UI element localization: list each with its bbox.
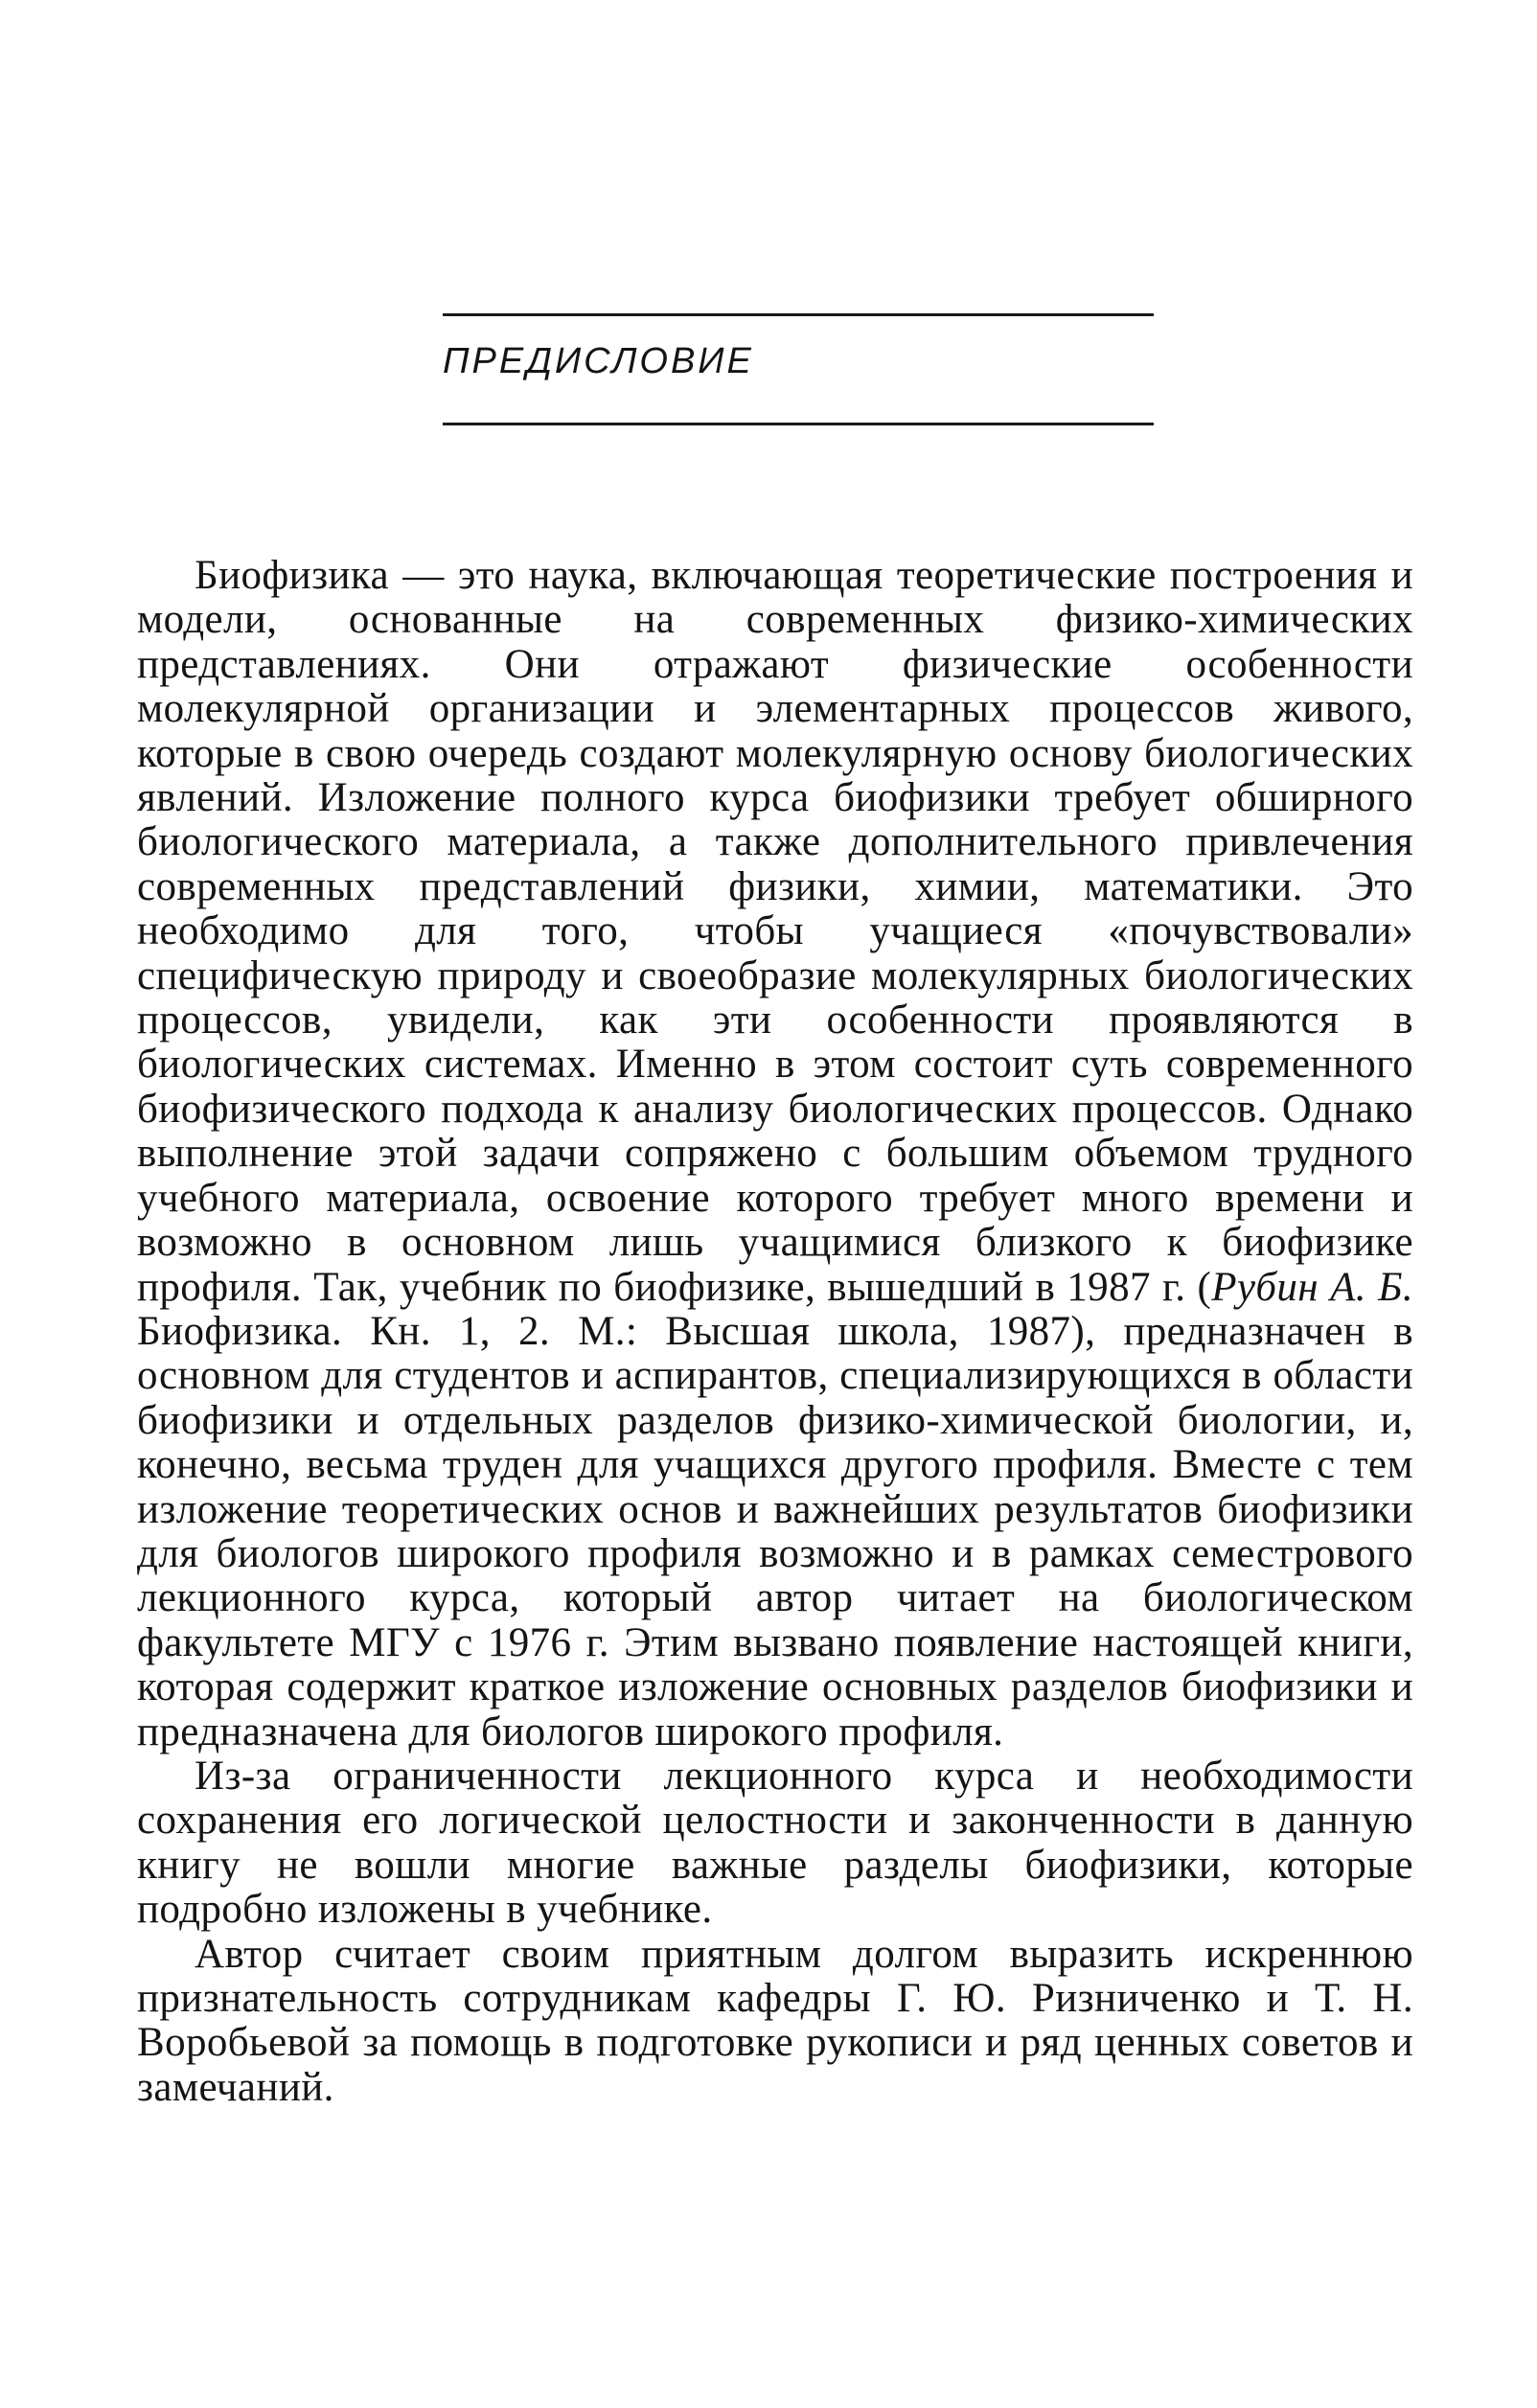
heading-rule-top	[443, 313, 1154, 316]
page-title: ПРЕДИСЛОВИЕ	[443, 341, 754, 381]
paragraph-1	[137, 554, 1413, 1754]
paragraph-1-text-b: Биофизика. Кн. 1, 2. М.: Высшая школа, 1987), предназначен в основном для студентов и аспирантов, специализирующихся в области биофизики и отдельных разделов физико-химической биологии, и, конечно, весьма труден для учащихся другого профиля. Вместе с тем изложение теоретических основ и важнейших результатов биофизики для биологов широкого профиля возможно и в рамках семестрового лекционного курса, который автор читает на биологическом факультете МГУ с 1976 г. Этим вызвано появление настоящей книги, которая содержит краткое изложение основных разделов биофизики и предназначена для биологов широкого профиля.	[137, 1308, 1413, 1754]
paragraph-3: Автор считает своим приятным долгом выразить искреннюю признательность сотрудникам кафедры Г. Ю. Ризниченко и Т. Н. Воробьевой за помощь в подготовке рукописи и ряд ценных советов и замечаний.	[137, 1931, 1413, 2110]
heading-rule-bottom	[443, 423, 1154, 425]
preface-body	[137, 554, 1413, 2110]
citation-author: Рубин А. Б.	[1211, 1264, 1414, 1310]
paragraph-2: Из-за ограниченности лекционного курса и необходимости сохранения его логической целостности и законченности в данную книгу не вошли многие важные разделы биофизики, которые подробно изложены в учебнике.	[137, 1753, 1413, 1933]
paragraph-1-text-a: Биофизика — это наука, включающая теоретические построения и модели, основанные на современных физико-химических представлениях. Они отражают физические особенности молекулярной организации и элементарных процессов живого, которые в свою очередь создают молекулярную основу биологических явлений. Изложение полного курса биофизики требует обширного биологического материала, а также дополнительного привлечения современных представлений физики, химии, математики. Это необходимо для того, чтобы учащиеся «почувствовали» специфическую природу и своеобразие молекулярных биологических процессов, увидели, как эти особенности проявляются в биологических системах. Именно в этом состоит суть современного биофизического подхода к анализу биологических процессов. Однако выполнение этой задачи сопряжено с большим объемом трудного учебного материала, освоение которого требует много времени и возможно в основном лишь учащимися близкого к биофизике профиля. Так, учебник по биофизике, вышедший в 1987 г. (	[137, 553, 1413, 1310]
